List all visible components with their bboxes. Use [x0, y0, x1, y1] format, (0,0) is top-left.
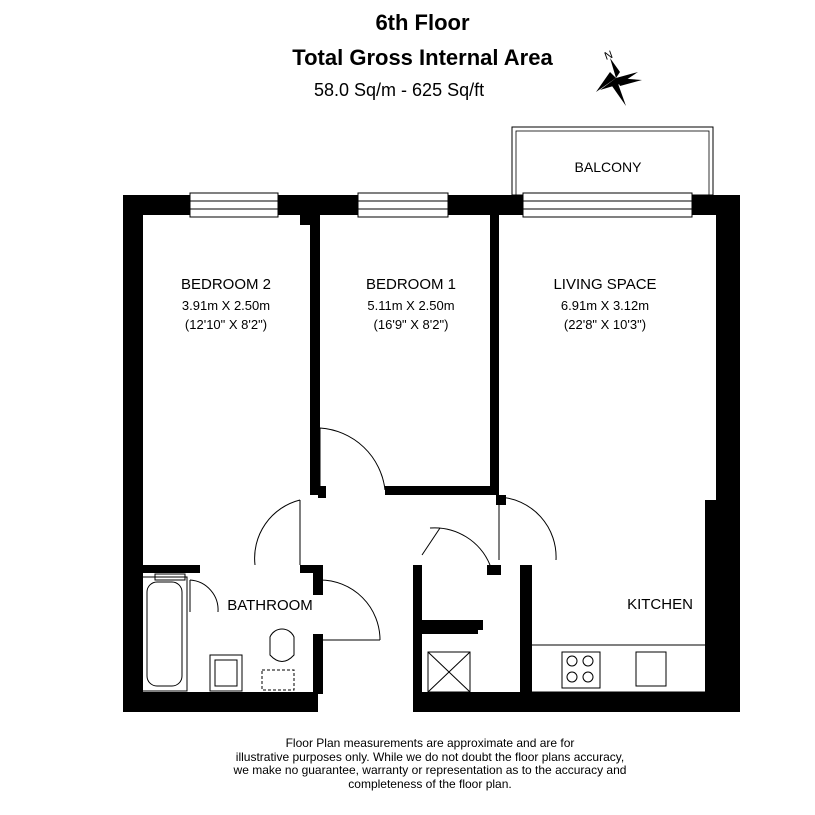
- floor-title: 6th Floor: [375, 10, 470, 35]
- bedroom2-imperial: (12'10" X 8'2"): [184, 317, 268, 332]
- disclaimer-line: Floor Plan measurements are approximate and are for: [285, 736, 575, 750]
- kitchen-name: KITCHEN: [627, 596, 693, 613]
- north-arrow-icon: [596, 49, 642, 106]
- bedroom1-name: BEDROOM 1: [365, 276, 457, 293]
- windows: [190, 193, 692, 217]
- disclaimer: [200, 737, 660, 791]
- disclaimer-line: completeness of the floor plan.: [348, 776, 512, 791]
- area-value: 58.0 Sq/m - 625 Sq/ft: [314, 80, 485, 100]
- living-name: LIVING SPACE: [553, 276, 657, 293]
- balcony-name: BALCONY: [574, 159, 642, 175]
- disclaimer-line: we make no guarantee, warranty or representation as to the accuracy and: [233, 763, 627, 777]
- bathroom-fixtures: [142, 574, 294, 691]
- area-subtitle: Total Gross Internal Area: [292, 45, 553, 70]
- disclaimer-line: illustrative purposes only. While we do not doubt the floor plans accuracy,: [235, 749, 625, 764]
- bedroom2-metric: 3.91m X 2.50m: [181, 298, 271, 313]
- bedroom1-metric: 5.11m X 2.50m: [367, 298, 455, 313]
- bathroom-name: BATHROOM: [227, 597, 313, 614]
- compass-label: N: [602, 48, 615, 63]
- bedroom1-imperial: (16'9" X 8'2"): [373, 317, 449, 332]
- bedroom2-name: BEDROOM 2: [180, 276, 272, 293]
- living-metric: 6.91m X 3.12m: [560, 298, 650, 313]
- living-imperial: (22'8" X 10'3"): [563, 317, 647, 332]
- walls: [123, 195, 740, 712]
- service-shaft: [428, 652, 470, 692]
- kitchen-units: [530, 645, 708, 692]
